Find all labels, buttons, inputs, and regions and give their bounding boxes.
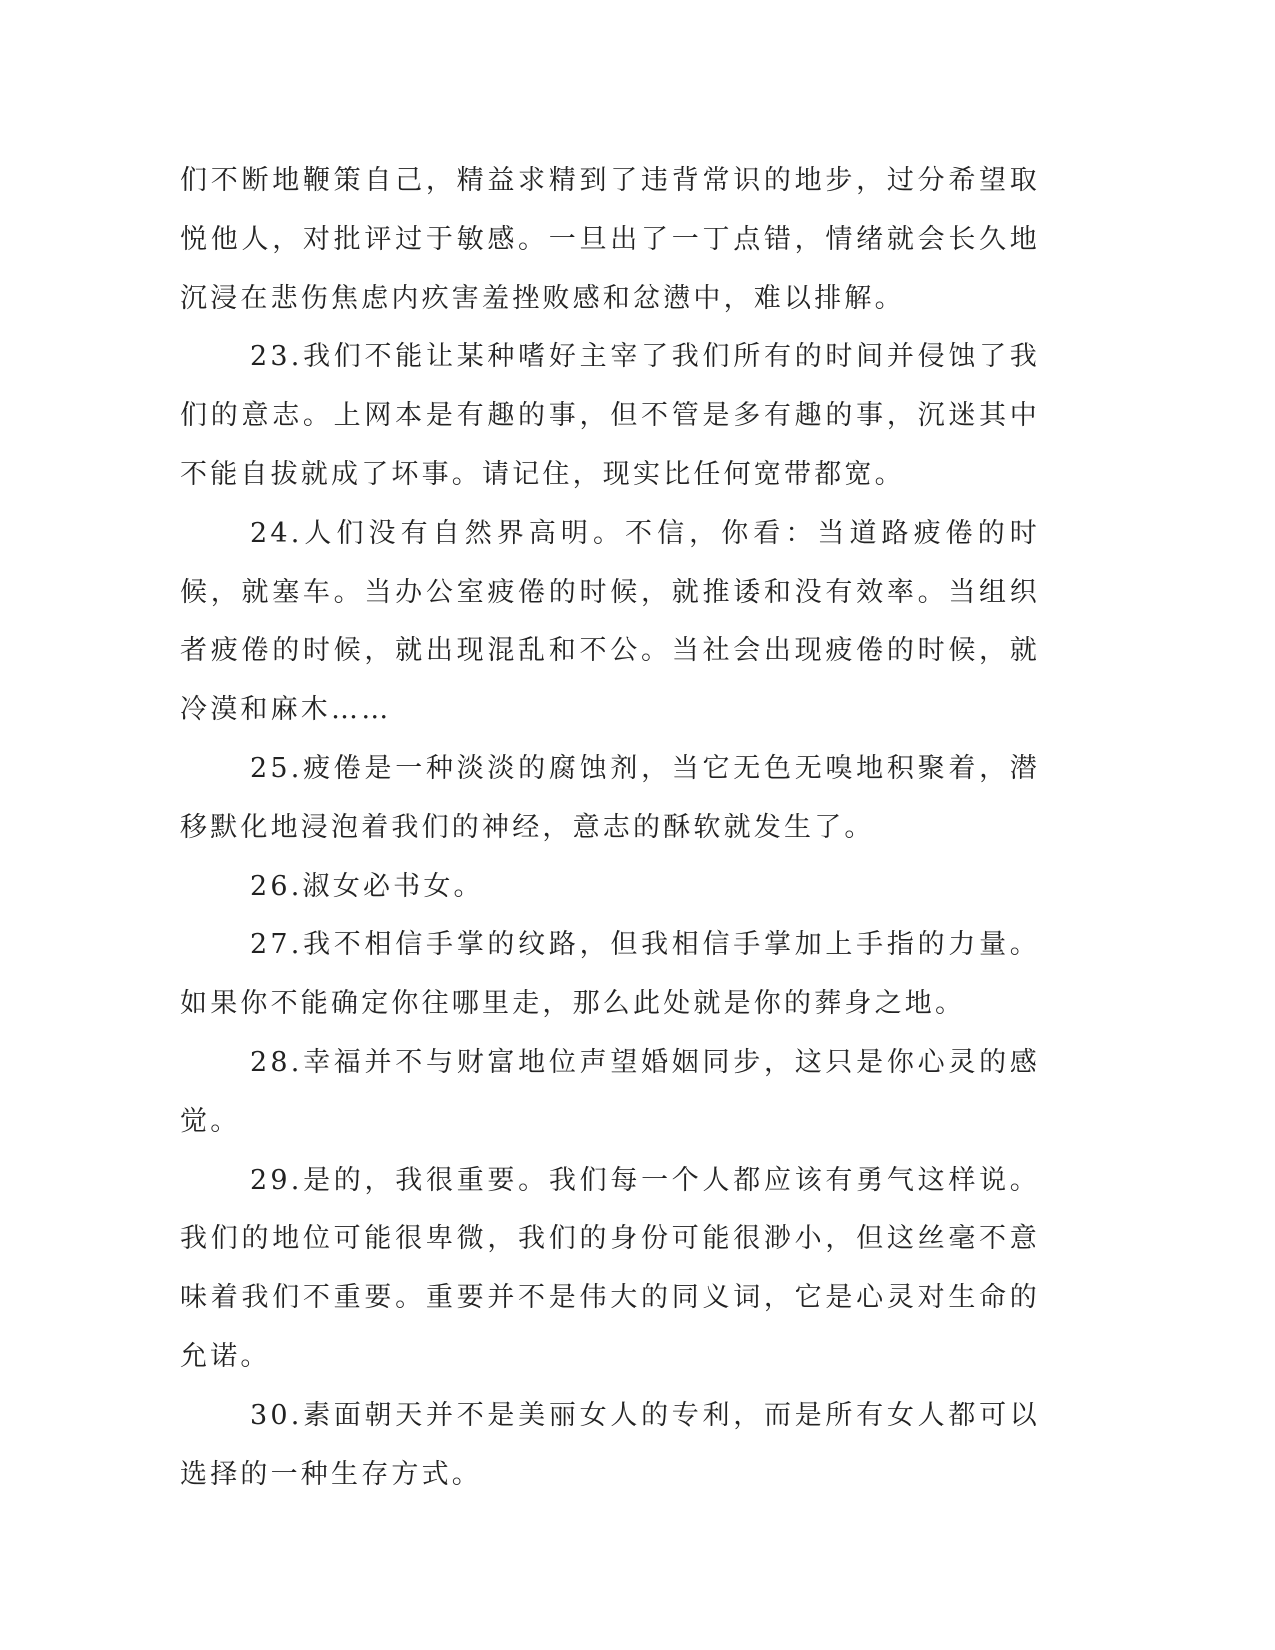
paragraph-28: 28.幸福并不与财富地位声望婚姻同步，这只是你心灵的感觉。	[180, 1046, 1040, 1137]
paragraph-27: 27.我不相信手掌的纹路，但我相信手掌加上手指的力量。如果你不能确定你往哪里走，那么此处就是你的葬身之地。	[180, 929, 1040, 1020]
paragraph-26: 26.淑女必书女。	[250, 870, 484, 902]
paragraph-25: 25.疲倦是一种淡淡的腐蚀剂，当它无色无嗅地积聚着，潜移默化地浸泡着我们的神经，意志的酥软就发生了。	[180, 752, 1040, 843]
paragraph-continuation: 们不断地鞭策自己，精益求精到了违背常识的地步，过分希望取悦他人，对批评过于敏感。一旦出了一丁点错，情绪就会长久地沉浸在悲伤焦虑内疚害羞挫败感和忿懑中，难以排解。	[180, 165, 1040, 314]
paragraph-24: 24.人们没有自然界高明。不信，你看：当道路疲倦的时候，就塞车。当办公室疲倦的时候，就推诿和没有效率。当组织者疲倦的时候，就出现混乱和不公。当社会出现疲倦的时候，就冷漠和麻木……	[180, 517, 1040, 726]
document-body	[180, 152, 1040, 1504]
paragraph-23: 23.我们不能让某种嗜好主宰了我们所有的时间并侵蚀了我们的意志。上网本是有趣的事，但不管是多有趣的事，沉迷其中不能自拔就成了坏事。请记住，现实比任何宽带都宽。	[180, 341, 1040, 490]
paragraph-29: 29.是的，我很重要。我们每一个人都应该有勇气这样说。我们的地位可能很卑微，我们的身份可能很渺小，但这丝毫不意味着我们不重要。重要并不是伟大的同义词，它是心灵对生命的允诺。	[180, 1164, 1040, 1372]
paragraph-30: 30.素面朝天并不是美丽女人的专利，而是所有女人都可以选择的一种生存方式。	[180, 1399, 1040, 1490]
